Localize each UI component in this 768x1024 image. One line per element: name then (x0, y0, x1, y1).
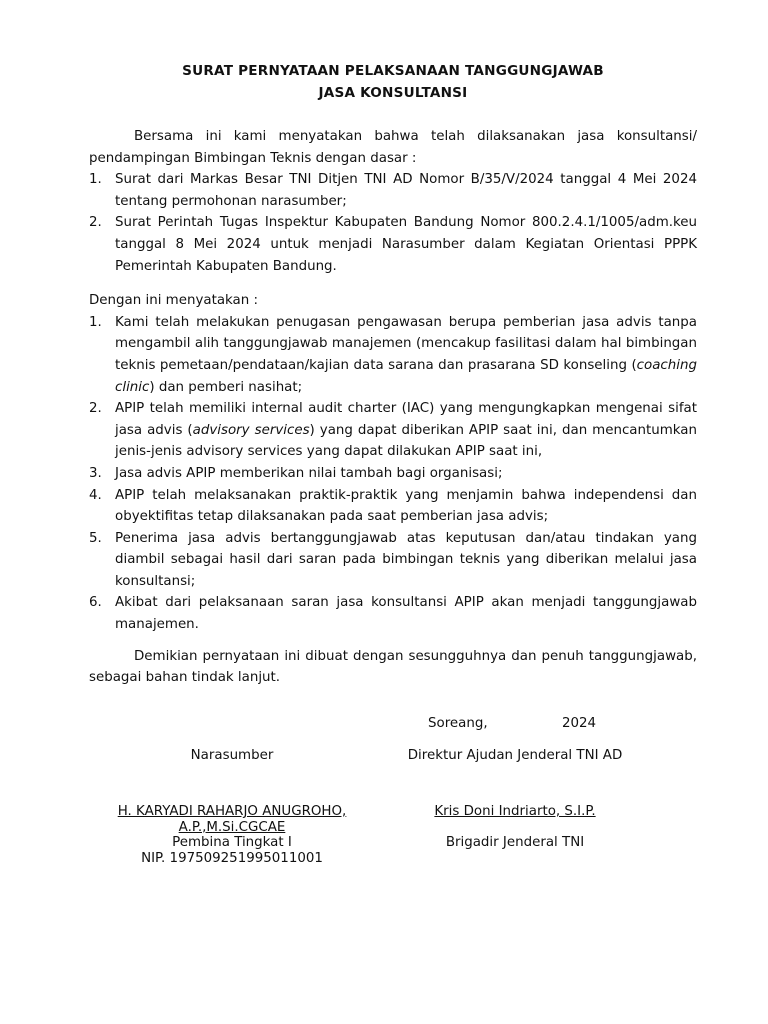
left-signatory-rank: Pembina Tingkat I (172, 835, 292, 850)
list-number: 1. (89, 172, 102, 188)
list-item (89, 312, 697, 398)
document-title-line2: JASA KONSULTANSI (318, 85, 468, 101)
list-item-text: APIP telah melaksanakan praktik-praktik yang menjamin bahwa independensi dan obyektifitas tetap dilaksanakan pada saat pemberian jasa advis; (115, 487, 697, 525)
date-year: 2024 (562, 716, 597, 731)
list-number: 2. (89, 215, 102, 231)
closing-paragraph: Demikian pernyataan ini dibuat dengan sesungguhnya dan penuh tanggungjawab, sebagai bahan tindak lanjut. (89, 648, 697, 686)
list-item-text: Surat Perintah Tugas Inspektur Kabupaten Bandung Nomor 800.2.4.1/1005/adm.keu tanggal 8 Mei 2024 untuk menjadi Narasumber dalam Kegiatan Orientasi PPPK Pemerintah Kabupaten Bandung. (115, 215, 697, 274)
list-item (89, 398, 697, 463)
list-number: 5. (89, 530, 102, 546)
list-item-text: Surat dari Markas Besar TNI Ditjen TNI AD Nomor B/35/V/2024 tanggal 4 Mei 2024 tentang permohonan narasumber; (115, 172, 697, 209)
basis-list (89, 169, 697, 277)
document-body (89, 126, 697, 689)
right-signatory-rank: Brigadir Jenderal TNI (445, 834, 585, 850)
intro-paragraph: Bersama ini kami menyatakan bahwa telah dilaksanakan jasa konsultansi/ pendampingan Bimbingan Teknis dengan dasar : (89, 129, 697, 166)
right-signatory-name: Kris Doni Indriarto, S.I.P. (434, 804, 596, 819)
list-item (89, 592, 697, 635)
list-item-text-tail: ) dan pemberi nasihat; (149, 379, 303, 395)
left-signatory-name-line2: A.P.,M.Si.CGCAE (178, 819, 286, 835)
list-item-text: Penerima jasa advis bertanggungjawab atas keputusan dan/atau tindakan yang diambil sebagai hasil dari saran pada bimbingan teknis yang diberikan melalui jasa konsultansi; (115, 530, 697, 589)
statement-list (89, 312, 697, 636)
list-item-italic-text: coaching clinic (115, 357, 697, 395)
list-item (89, 463, 697, 485)
list-item (89, 169, 697, 212)
list-item-text: Akibat dari pelaksanaan saran jasa konsultansi APIP akan menjadi tanggungjawab manajemen. (115, 595, 697, 633)
list-number: 6. (89, 595, 102, 611)
left-signatory-block (90, 804, 374, 866)
list-item-italic-text: advisory services (192, 422, 310, 438)
right-signatory-role: Direktur Ajudan Jenderal TNI AD (407, 748, 623, 763)
list-item-text: APIP telah memiliki internal audit charter (IAC) yang mengungkapkan mengenai sifat jasa advis ( (115, 401, 697, 438)
date-place: Soreang, (428, 716, 488, 731)
list-item-text: Kami telah melakukan penugasan pengawasan berupa pemberian jasa advis tanpa mengambil alih tanggungjawab manajemen (mencakup fasilitasi dalam hal bimbingan teknis pemetaan/pendataan/kajian data sarana dan prasarana SD konseling ( (115, 314, 697, 373)
document-title-line1: SURAT PERNYATAAN PELAKSANAAN TANGGUNGJAWAB (182, 63, 604, 79)
list-number: 1. (89, 314, 102, 330)
list-item-text: Jasa advis APIP memberikan nilai tambah bagi organisasi; (115, 465, 503, 481)
left-signatory-nip: NIP. 197509251995011001 (141, 850, 323, 866)
list-number: 2. (89, 401, 102, 417)
left-signatory-name-line1: H. KARYADI RAHARJO ANUGROHO, (117, 804, 347, 819)
left-signatory-role: Narasumber (190, 748, 274, 763)
list-item-text-tail: ) yang dapat diberikan APIP saat ini, dan mencantumkan jenis-jenis advisory services yang dapat dilakukan APIP saat ini, (115, 422, 697, 460)
list-number: 3. (89, 465, 102, 481)
list-item (89, 212, 697, 277)
list-item (89, 528, 697, 593)
list-number: 4. (89, 487, 102, 503)
list-item (89, 485, 697, 528)
right-signatory-block (385, 804, 645, 850)
declaration-intro: Dengan ini menyatakan : (89, 293, 259, 309)
